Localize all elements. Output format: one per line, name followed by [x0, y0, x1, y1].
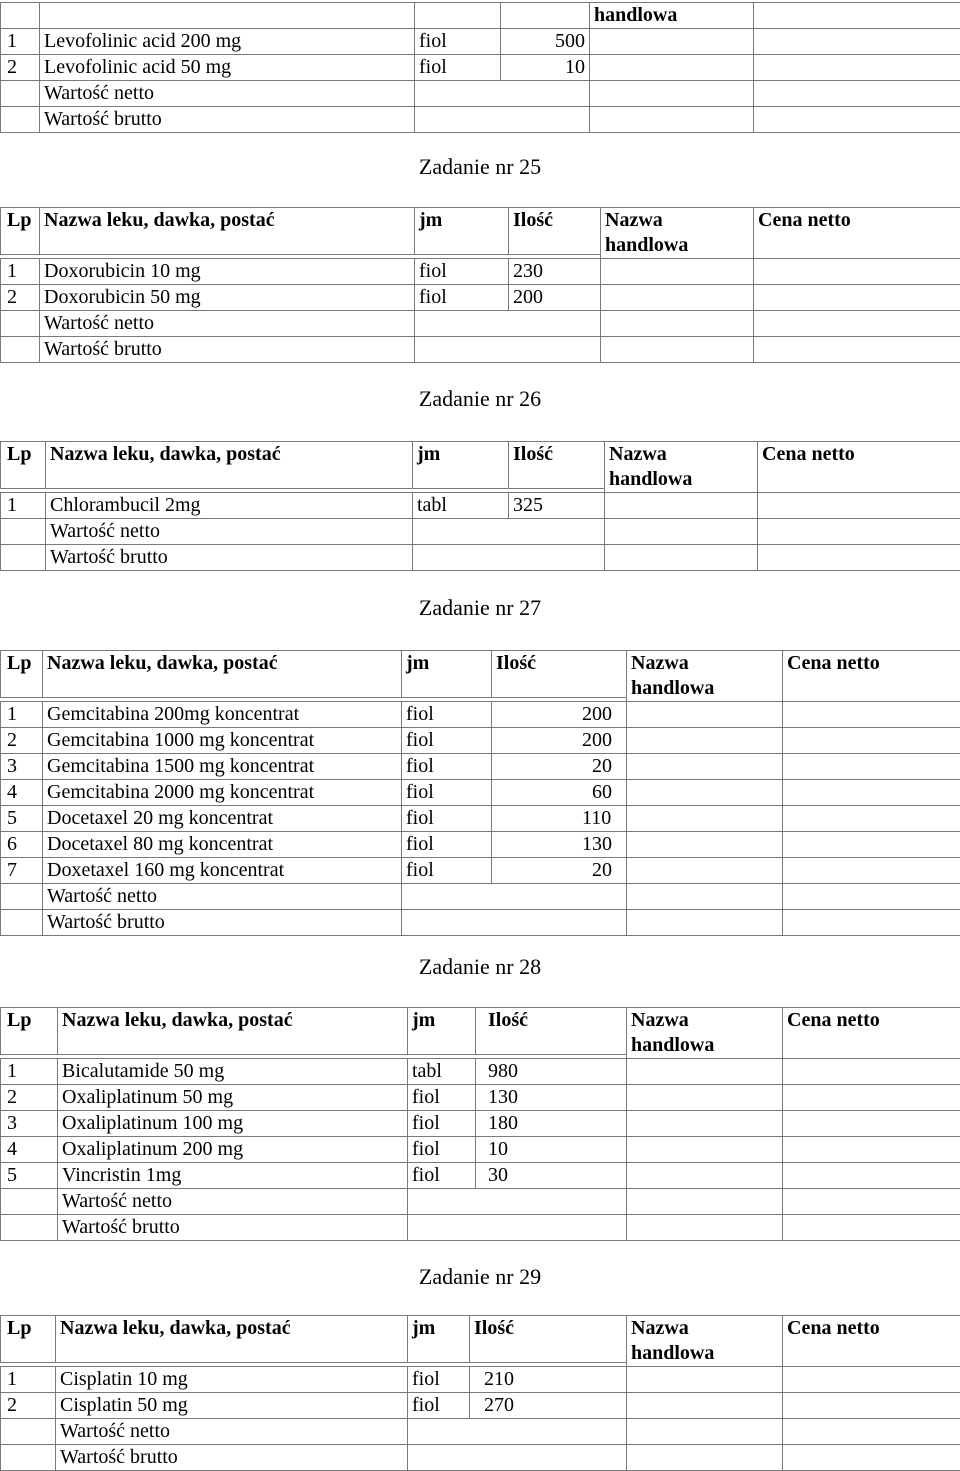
table-z25: [0, 207, 960, 363]
section-title-z26: Zadanie nr 26: [0, 385, 960, 413]
table-header-row: Lp Nazwa leku, dawka, postać jm Ilość Nazwa handlowa Cena netto: [1, 1316, 960, 1363]
total-netto-row: Wartość netto: [1, 519, 960, 545]
total-netto-row: [1, 81, 960, 107]
total-netto-row: Wartość netto: [1, 884, 960, 910]
table-row: 1 Chlorambucil 2mg tabl 325: [1, 493, 960, 519]
table-z29: [0, 1315, 960, 1471]
total-brutto-row: [1, 107, 960, 133]
col-header-trade-name: Nazwa handlowa: [627, 1316, 783, 1367]
table-header-row: Lp Nazwa leku, dawka, postać jm Ilość Nazwa handlowa Cena netto: [1, 1008, 960, 1055]
row-qty: 10: [501, 55, 590, 81]
row-lp: 2: [1, 55, 40, 81]
table-row: 7 Doxetaxel 160 mg koncentrat fiol 20: [1, 858, 960, 884]
table-row: 2 Gemcitabina 1000 mg koncentrat fiol 200: [1, 728, 960, 754]
col-header-trade-name: Nazwa handlowa: [601, 208, 754, 259]
table-row: 5 Docetaxel 20 mg koncentrat fiol 110: [1, 806, 960, 832]
section-title-z25: Zadanie nr 25: [0, 153, 960, 181]
table-header-row: [1, 3, 960, 29]
table-z27: [0, 650, 960, 936]
section-title-z27: Zadanie nr 27: [0, 594, 960, 622]
col-header-trade-name: Nazwa handlowa: [627, 1008, 783, 1059]
table-row: 1 Bicalutamide 50 mg tabl 980: [1, 1059, 960, 1085]
table-row: 3 Gemcitabina 1500 mg koncentrat fiol 20: [1, 754, 960, 780]
table-row: 1 Doxorubicin 10 mg fiol 230: [1, 259, 960, 285]
total-brutto-label: Wartość brutto: [40, 107, 415, 133]
table-row: 6 Docetaxel 80 mg koncentrat fiol 130: [1, 832, 960, 858]
row-name: Levofolinic acid 50 mg: [40, 55, 415, 81]
total-netto-row: Wartość netto: [1, 311, 960, 337]
col-header-price: Cena netto: [754, 208, 960, 259]
table-z26: [0, 441, 960, 571]
col-header-trade-name: Nazwa handlowa: [627, 651, 783, 702]
table-row: 4 Oxaliplatinum 200 mg fiol 10: [1, 1137, 960, 1163]
table-levofolinic: [0, 2, 960, 133]
total-netto-label: Wartość netto: [40, 81, 415, 107]
col-header-trade-name: Nazwa handlowa: [605, 442, 758, 493]
total-brutto-row: Wartość brutto: [1, 545, 960, 571]
col-header-trade-name: handlowa: [590, 3, 754, 29]
col-header-qty: Ilość: [509, 208, 601, 255]
table-row: 2 Oxaliplatinum 50 mg fiol 130: [1, 1085, 960, 1111]
row-qty: 500: [501, 29, 590, 55]
table-header-row: Lp Nazwa leku, dawka, postać jm Ilość Nazwa handlowa Cena netto: [1, 442, 960, 489]
table-row: 1 Cisplatin 10 mg fiol 210: [1, 1367, 960, 1393]
total-brutto-row: Wartość brutto: [1, 337, 960, 363]
table-row: [1, 55, 960, 81]
total-brutto-row: Wartość brutto: [1, 1215, 960, 1241]
row-name: Levofolinic acid 200 mg: [40, 29, 415, 55]
col-header-jm: jm: [415, 208, 509, 255]
table-row: 2 Doxorubicin 50 mg fiol 200: [1, 285, 960, 311]
table-header-row: Lp Nazwa leku, dawka, postać jm Ilość Nazwa handlowa Cena netto: [1, 651, 960, 698]
total-netto-row: Wartość netto: [1, 1189, 960, 1215]
table-row: 4 Gemcitabina 2000 mg koncentrat fiol 60: [1, 780, 960, 806]
row-jm: fiol: [415, 29, 501, 55]
table-row: 2 Cisplatin 50 mg fiol 270: [1, 1393, 960, 1419]
total-brutto-row: Wartość brutto: [1, 910, 960, 936]
total-netto-row: Wartość netto: [1, 1419, 960, 1445]
col-header-lp: Lp: [1, 208, 40, 255]
table-row: [1, 29, 960, 55]
table-row: 3 Oxaliplatinum 100 mg fiol 180: [1, 1111, 960, 1137]
col-header-name: Nazwa leku, dawka, postać: [40, 208, 415, 255]
total-brutto-row: Wartość brutto: [1, 1445, 960, 1471]
table-row: 5 Vincristin 1mg fiol 30: [1, 1163, 960, 1189]
table-row: 1 Gemcitabina 200mg koncentrat fiol 200: [1, 702, 960, 728]
row-jm: fiol: [415, 55, 501, 81]
section-title-z28: Zadanie nr 28: [0, 953, 960, 981]
row-lp: 1: [1, 29, 40, 55]
table-header-row: [1, 208, 960, 255]
table-z28: [0, 1007, 960, 1241]
section-title-z29: Zadanie nr 29: [0, 1263, 960, 1291]
